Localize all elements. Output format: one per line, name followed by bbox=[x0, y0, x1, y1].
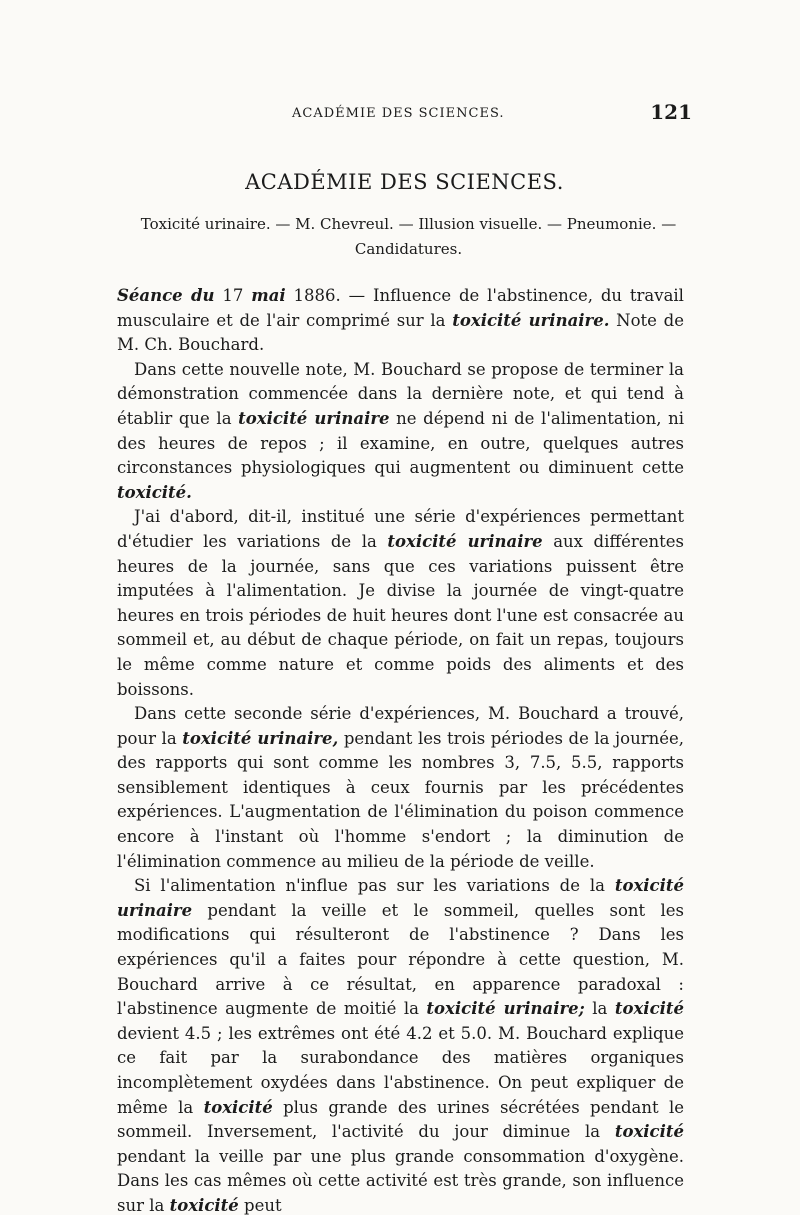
section-summary: Toxicité urinaire. — M. Chevreul. — Illusion visuelle. — Pneumonie. — Candidatures. bbox=[140, 215, 677, 258]
text-span: 17 bbox=[214, 286, 252, 305]
text-span: Dans cette nouvelle note, M. Bouchard se propose de terminer la démonstration commencée dans la dernière note, et qui tend à établir que la bbox=[117, 359, 684, 428]
text-span: ne dépend ni de l'alimentation, ni des heures de repos ; il examine, en outre, quelques autres circonstances physiologiques qui augmentent ou diminuent cette bbox=[117, 408, 684, 478]
text-span: J'ai d'abord, dit-il, institué une série d'expériences permettant d'étudier les variations de la bbox=[117, 507, 684, 551]
text-span: la bbox=[584, 999, 615, 1019]
italic-text: toxicité. bbox=[117, 482, 192, 502]
italic-text: toxicité bbox=[169, 1195, 239, 1215]
text-span: pendant la veille par une plus grande consommation d'oxygène. Dans les cas mêmes où cette activité est très grande, son influence sur la bbox=[117, 1146, 684, 1215]
italic-text: toxicité bbox=[203, 1097, 273, 1117]
text-span: 1886. — Influence de l'abstinence, du travail musculaire et de l'air comprimé sur la bbox=[117, 286, 684, 330]
italic-text: toxicité urinaire bbox=[238, 408, 390, 428]
text-span: Note de M. Ch. Bouchard. bbox=[117, 310, 684, 355]
italic-text: toxicité urinaire. bbox=[452, 310, 610, 330]
paragraph bbox=[117, 874, 684, 1218]
text-span: Dans cette seconde série d'expériences, M. Bouchard a trouvé, pour la bbox=[117, 704, 684, 748]
text-span: aux différentes heures de la journée, sans que ces variations puissent être imputées à l'alimentation. Je divise la journée de vingt-quatre heures en trois périodes de huit heures dont l'une est consacrée au sommeil et, au début de chaque période, on fait un repas, toujours le même comme nature et comme poids des aliments et des boissons. bbox=[117, 531, 684, 699]
text-span: devient 4.5 ; les extrêmes ont été 4.2 et 5.0. M. Bouchard explique ce fait par la surabondance des matières organiques incomplètement oxydées dans l'abstinence. On peut expliquer de même la bbox=[117, 1023, 684, 1117]
paragraph bbox=[117, 505, 684, 702]
running-header bbox=[117, 100, 692, 130]
page-number: 121 bbox=[650, 100, 692, 124]
paragraph bbox=[117, 284, 684, 358]
text-span: Si l'alimentation n'influe pas sur les variations de la bbox=[134, 876, 615, 896]
section-heading: ACADÉMIE DES SCIENCES. bbox=[245, 170, 564, 194]
italic-text: toxicité urinaire bbox=[387, 531, 543, 551]
italic-text: toxicité urinaire, bbox=[182, 728, 339, 748]
italic-text: toxicité bbox=[614, 999, 685, 1019]
text-span: plus grande des urines sécrétées pendant le sommeil. Inversement, l'activité du jour diminue la bbox=[117, 1097, 684, 1142]
text-span: peut bbox=[238, 1195, 282, 1215]
paragraph bbox=[117, 702, 684, 874]
text-span: pendant les trois périodes de la journée, des rapports qui sont comme les nombres 3, 7.5, 5.5, rapports sensiblement identiques à ceux fournis par les précédentes expériences. L'augmentation de l'élimination du poison commence encore à l'instant où l'homme s'endort ; la diminution de l'élimination commence au milieu de la période de veille. bbox=[117, 728, 685, 871]
italic-text: toxicité bbox=[614, 1122, 684, 1142]
paragraph bbox=[117, 358, 684, 506]
running-title: ACADÉMIE DES SCIENCES. bbox=[292, 106, 505, 121]
body-text bbox=[117, 284, 684, 1219]
italic-text: Séance du bbox=[117, 286, 215, 305]
text-span: pendant la veille et le sommeil, quelles sont les modifications qui résulteront de l'abstinence ? Dans les expériences qu'il a faites pour répondre à cette question, M. Bouchard arrive à ce résultat, en apparence paradoxal : l'abstinence augmente de moitié la bbox=[117, 900, 684, 1019]
italic-text: toxicité urinaire bbox=[117, 876, 684, 920]
italic-text: mai bbox=[251, 286, 286, 305]
italic-text: toxicité urinaire; bbox=[426, 999, 585, 1019]
